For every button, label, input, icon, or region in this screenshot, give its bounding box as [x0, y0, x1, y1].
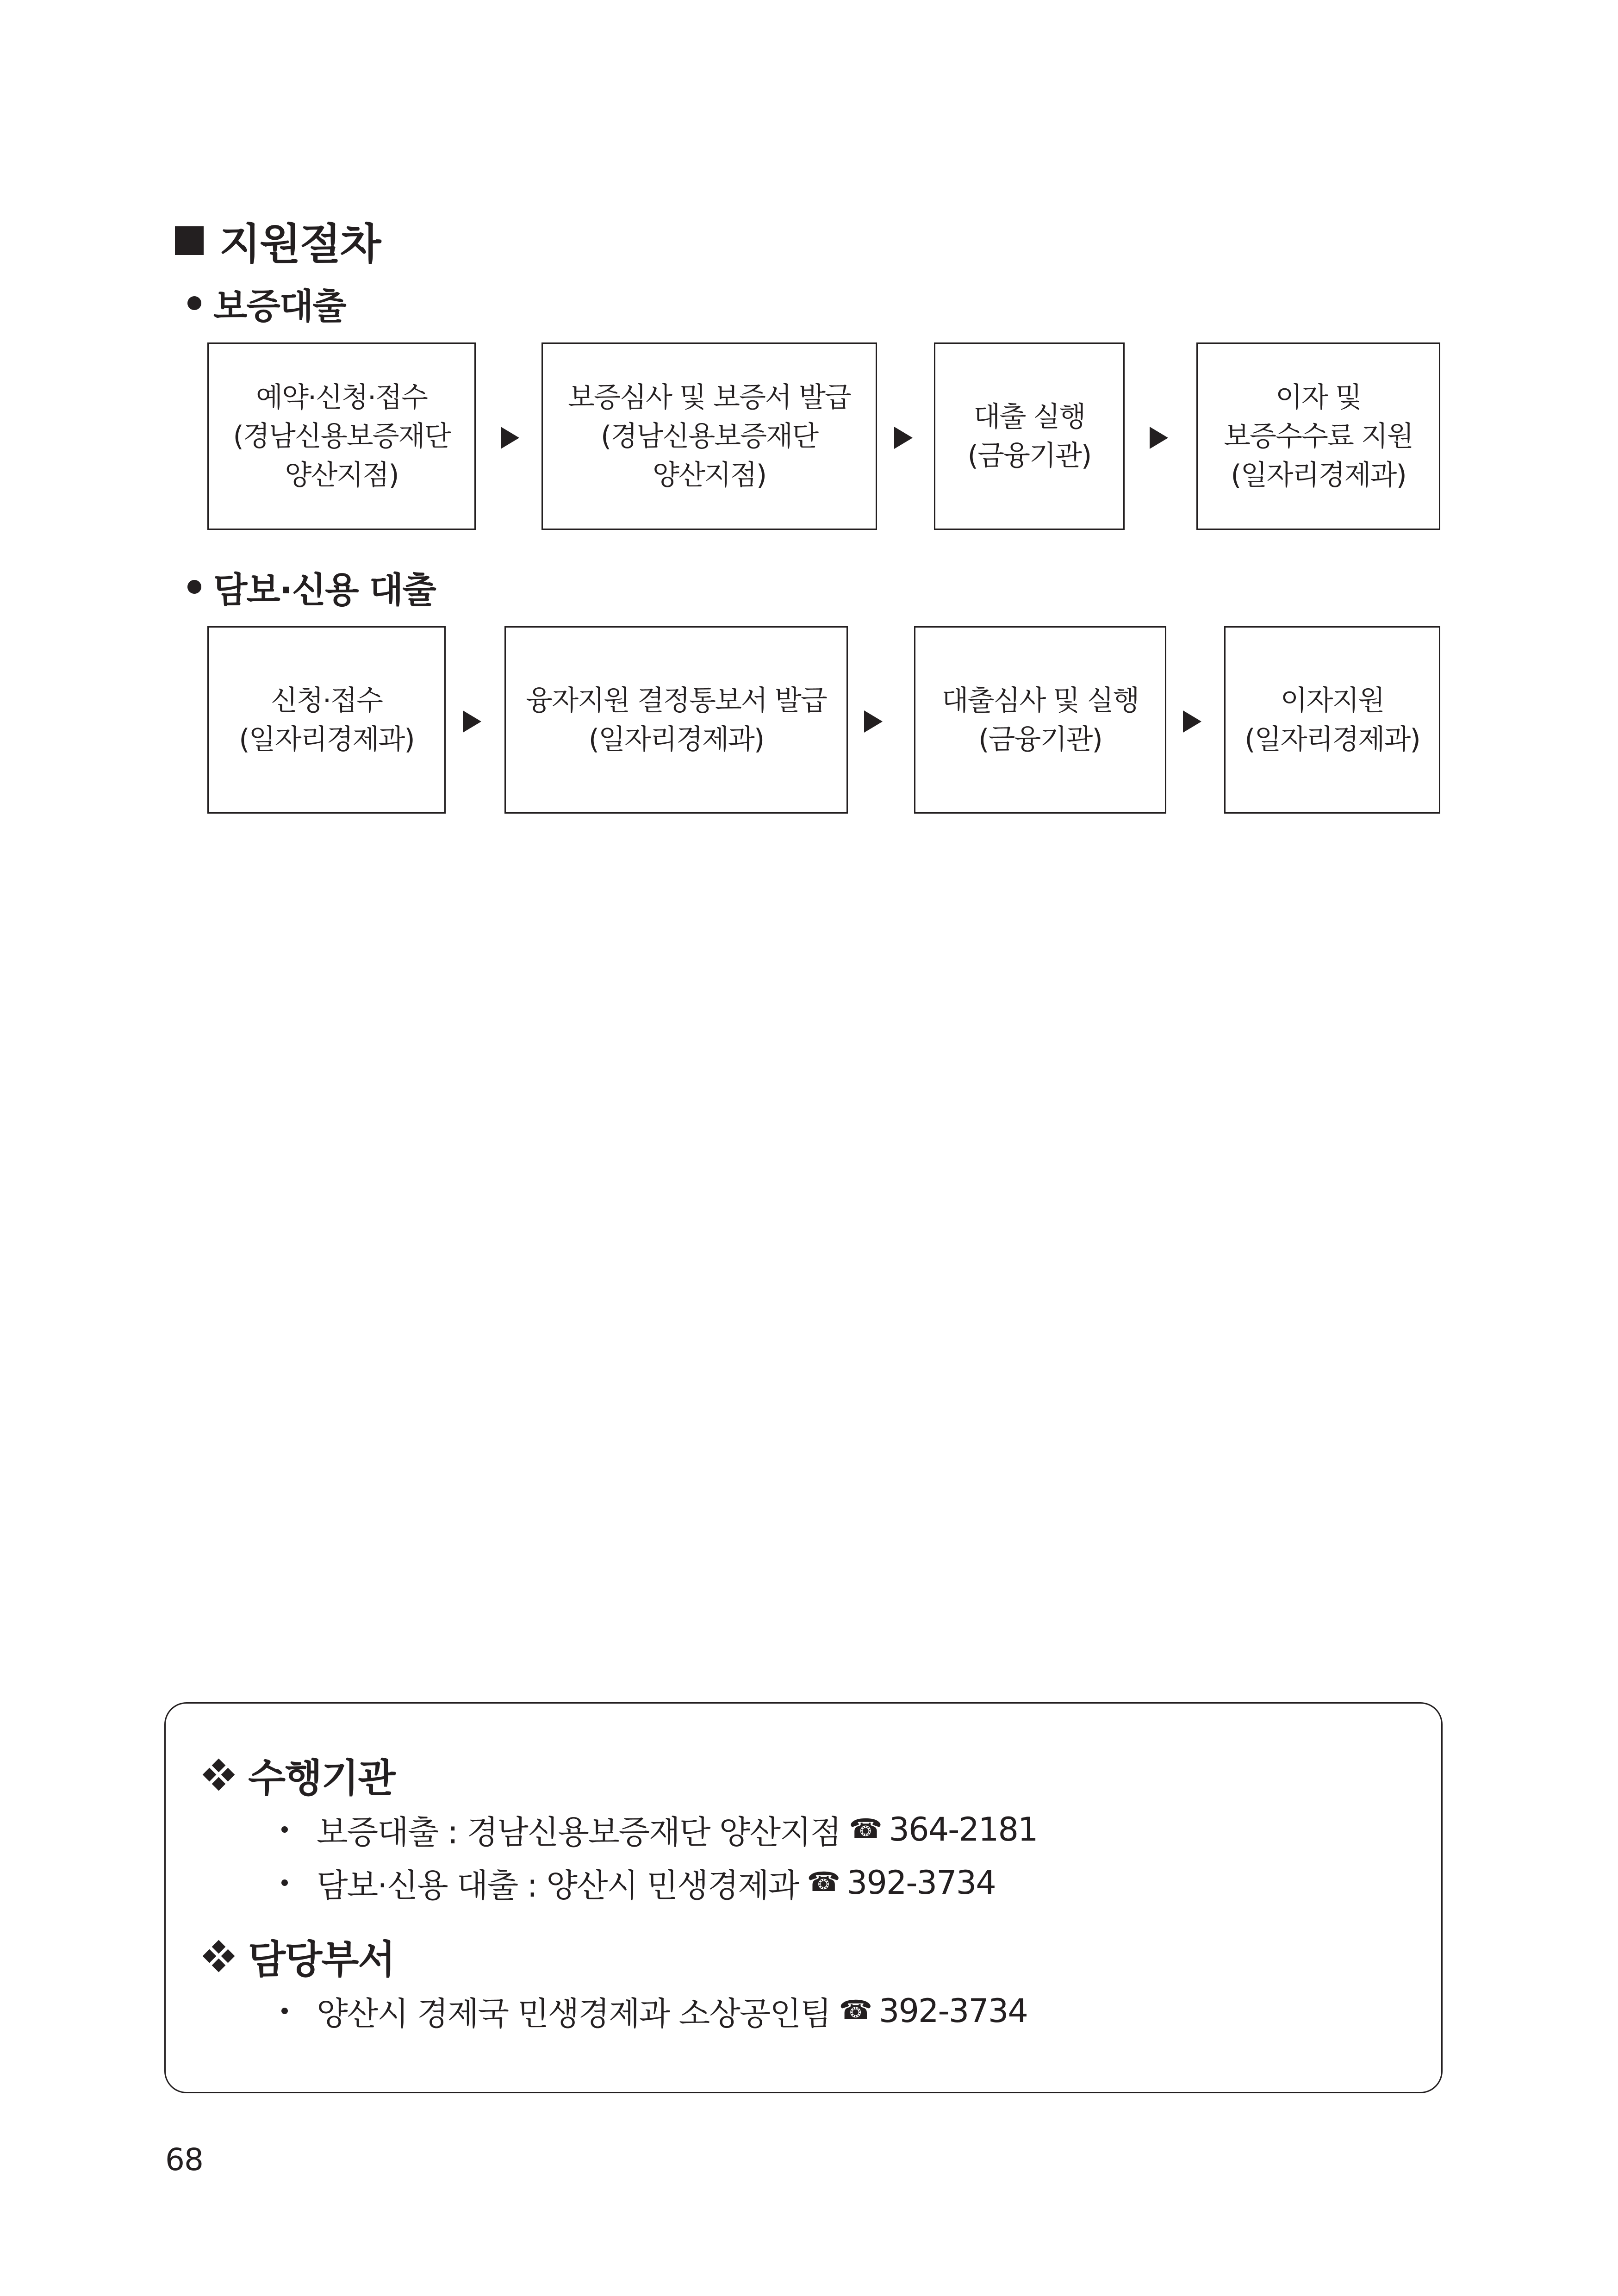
page-number: 68	[165, 2142, 203, 2178]
diamond-bullet-icon	[204, 1760, 234, 1790]
collateral-step-1	[207, 626, 446, 814]
guarantee-loan-heading	[187, 280, 346, 326]
step-line: 양산지점)	[652, 459, 766, 492]
step-line: 대출심사 및 실행	[941, 684, 1139, 717]
phone-icon: ☎	[807, 1866, 840, 1898]
step-line: (금융기관)	[967, 439, 1091, 472]
guarantee-loan-heading-text: 보증대출	[213, 285, 346, 327]
step-line: (금융기관)	[978, 723, 1102, 756]
step-line: (일자리경제과)	[1231, 459, 1406, 492]
square-bullet-icon	[175, 226, 204, 255]
agency-item-text: 보증대출 : 경남신용보증재단 양산지점	[317, 1813, 841, 1851]
dot-bullet-icon	[281, 1879, 288, 1886]
department-item-1	[281, 1988, 1027, 2034]
diamond-bullet-icon	[204, 1941, 234, 1972]
guarantee-step-1	[207, 342, 476, 530]
dot-bullet-icon	[281, 1826, 288, 1833]
arrow-right-icon	[894, 427, 913, 449]
step-line: (일자리경제과)	[588, 723, 764, 756]
section-title	[175, 211, 380, 271]
step-line: 예약·신청·접수	[256, 381, 427, 414]
arrow-right-icon	[501, 427, 519, 449]
arrow-right-icon	[1183, 710, 1201, 733]
department-item-text: 양산시 경제국 민생경제과 소상공인팀	[317, 1994, 831, 2033]
guarantee-step-2	[541, 342, 877, 530]
guarantee-step-3	[934, 342, 1125, 530]
bullet-icon	[187, 296, 201, 310]
dot-bullet-icon	[281, 2008, 288, 2014]
agency-item-2	[281, 1860, 996, 1906]
guarantee-step-4	[1196, 342, 1440, 530]
bullet-icon	[187, 580, 201, 594]
step-line: 이자 및	[1276, 381, 1361, 414]
step-line: (경남신용보증재단	[600, 420, 818, 453]
agency-heading	[204, 1749, 395, 1800]
agency-item-1	[281, 1806, 1038, 1853]
agency-heading-text: 수행기관	[248, 1755, 395, 1801]
step-line: 신청·접수	[271, 684, 382, 717]
step-line: 대출 실행	[973, 400, 1085, 433]
phone-icon: ☎	[839, 1994, 871, 2026]
section-title-text: 지원절차	[219, 219, 380, 269]
arrow-right-icon	[864, 710, 883, 733]
department-heading-text: 담당부서	[248, 1936, 395, 1982]
phone-number: 392-3734	[878, 1992, 1027, 2030]
phone-icon: ☎	[849, 1813, 882, 1844]
agency-item-text: 담보·신용 대출 : 양산시 민생경제과	[317, 1866, 799, 1904]
phone-number: 364-2181	[889, 1811, 1038, 1848]
step-line: 이자지원	[1280, 684, 1384, 717]
collateral-step-3	[914, 626, 1166, 814]
arrow-right-icon	[1150, 427, 1168, 449]
step-line: (일자리경제과)	[239, 723, 414, 756]
step-line: 보증수수료 지원	[1224, 420, 1413, 453]
step-line: 보증심사 및 보증서 발급	[568, 381, 851, 414]
collateral-step-2	[504, 626, 848, 814]
step-line: 융자지원 결정통보서 발급	[526, 684, 827, 717]
step-line: (일자리경제과)	[1245, 723, 1420, 756]
arrow-right-icon	[463, 710, 481, 733]
department-heading	[204, 1931, 395, 1982]
collateral-loan-heading-text: 담보·신용 대출	[213, 569, 436, 610]
phone-number: 392-3734	[846, 1864, 996, 1902]
step-line: 양산지점)	[285, 459, 398, 492]
step-line: (경남신용보증재단	[233, 420, 450, 453]
collateral-loan-heading	[187, 564, 436, 610]
collateral-step-4	[1224, 626, 1440, 814]
